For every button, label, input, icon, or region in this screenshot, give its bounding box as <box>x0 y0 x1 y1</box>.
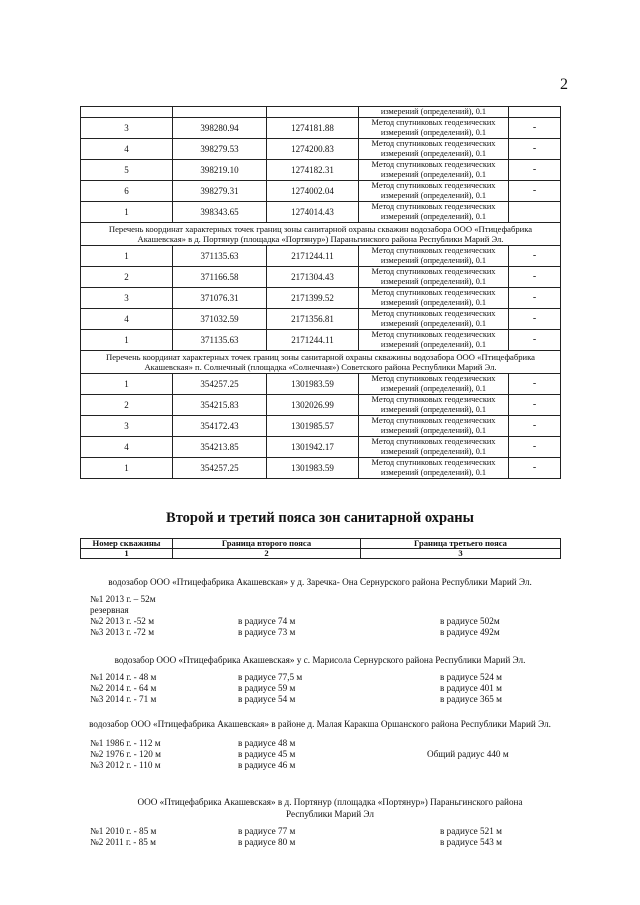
method-cell: Метод спутниковых геодезических измерений (определений), 0.1 <box>359 436 509 457</box>
second-belt-value: в радиусе 59 м <box>238 683 296 693</box>
accuracy-cell: - <box>509 287 561 308</box>
point-number-cell: 3 <box>81 117 173 138</box>
table-caption-row <box>81 222 561 245</box>
section-title: Второй и третий пояса зон санитарной охраны <box>166 510 474 526</box>
y-coordinate-cell: 2171244.11 <box>267 245 359 266</box>
table-row <box>81 107 561 118</box>
table-row <box>81 159 561 180</box>
zone-header-table <box>80 538 561 559</box>
method-cell: Метод спутниковых геодезических измерений (определений), 0.1 <box>359 373 509 394</box>
well-label: №1 1986 г. - 112 м <box>90 738 161 748</box>
intake-title: водозабор ООО «Птицефабрика Акашевская» у с. Марисола Сернурского района Республики Марий Эл. <box>114 655 526 665</box>
table-row <box>81 329 561 350</box>
x-coordinate-cell: 354257.25 <box>173 457 267 478</box>
point-number-cell: 1 <box>81 201 173 222</box>
third-belt-value: в радиусе 492м <box>440 627 500 637</box>
table-caption: Перечень координат характерных точек границ зоны санитарной охраны скважин водозабора ООО «Птицефабрика Акашевская» в д. Портянур (площадка «Портянур») Параньгинского района Республики Марий Эл. <box>81 222 561 245</box>
table-caption: Перечень координат характерных точек границ зоны санитарной охраны скважины водозабора ООО «Птицефабрика Акашевская» п. Солнечный (площадка «Солнечная») Советского района Республики Марий Эл. <box>81 350 561 373</box>
point-number-cell: 1 <box>81 457 173 478</box>
x-coordinate-cell: 398219.10 <box>173 159 267 180</box>
well-label: №1 2013 г. – 52м <box>90 594 156 604</box>
well-label: резервная <box>90 605 129 615</box>
coordinates-table <box>80 106 561 479</box>
method-cell: Метод спутниковых геодезических измерений (определений), 0.1 <box>359 394 509 415</box>
third-belt-value: в радиусе 521 м <box>440 826 502 836</box>
accuracy-cell <box>509 201 561 222</box>
well-label: №3 2012 г. - 110 м <box>90 760 161 770</box>
accuracy-cell: - <box>509 245 561 266</box>
method-cell: Метод спутниковых геодезических измерений (определений), 0.1 <box>359 329 509 350</box>
well-label: №1 2014 г. - 48 м <box>90 672 157 682</box>
accuracy-cell: - <box>509 138 561 159</box>
page-number: 2 <box>560 76 568 93</box>
accuracy-cell: - <box>509 159 561 180</box>
second-belt-value: в радиусе 77,5 м <box>238 672 303 682</box>
y-coordinate-cell: 1274182.31 <box>267 159 359 180</box>
column-number-1: 1 <box>81 549 173 559</box>
second-belt-value: в радиусе 77 м <box>238 826 296 836</box>
accuracy-cell: - <box>509 436 561 457</box>
y-coordinate-cell: 2171399.52 <box>267 287 359 308</box>
accuracy-cell: - <box>509 394 561 415</box>
well-label: №2 2013 г. -52 м <box>90 616 155 626</box>
table-row <box>81 117 561 138</box>
method-cell: измерений (определений), 0.1 <box>359 107 509 118</box>
column-number-2: 2 <box>173 549 361 559</box>
x-coordinate-cell: 354213.85 <box>173 436 267 457</box>
table-row <box>81 245 561 266</box>
table-row <box>81 180 561 201</box>
y-coordinate-cell: 1274200.83 <box>267 138 359 159</box>
accuracy-cell: - <box>509 117 561 138</box>
table-row <box>81 308 561 329</box>
well-label: №3 2013 г. -72 м <box>90 627 155 637</box>
y-coordinate-cell: 1274181.88 <box>267 117 359 138</box>
accuracy-cell: - <box>509 457 561 478</box>
table-caption-row <box>81 350 561 373</box>
header-well-number: Номер скважины <box>81 539 173 549</box>
x-coordinate-cell: 354172.43 <box>173 415 267 436</box>
well-label: №3 2014 г. - 71 м <box>90 694 157 704</box>
method-cell: Метод спутниковых геодезических измерений (определений), 0.1 <box>359 138 509 159</box>
method-cell: Метод спутниковых геодезических измерений (определений), 0.1 <box>359 266 509 287</box>
third-belt-value: в радиусе 543 м <box>440 837 502 847</box>
x-coordinate-cell: 398279.31 <box>173 180 267 201</box>
x-coordinate-cell: 354215.83 <box>173 394 267 415</box>
point-number-cell: 1 <box>81 373 173 394</box>
x-coordinate-cell: 371076.31 <box>173 287 267 308</box>
x-coordinate-cell: 371135.63 <box>173 329 267 350</box>
y-coordinate-cell: 2171356.81 <box>267 308 359 329</box>
x-coordinate-cell: 398279.53 <box>173 138 267 159</box>
table-row <box>81 287 561 308</box>
well-label: №2 2011 г. - 85 м <box>90 837 156 847</box>
second-belt-value: в радиусе 46 м <box>238 760 296 770</box>
table-row <box>81 436 561 457</box>
table-row <box>81 394 561 415</box>
accuracy-cell: - <box>509 329 561 350</box>
point-number-cell: 6 <box>81 180 173 201</box>
y-coordinate-cell: 2171304.43 <box>267 266 359 287</box>
accuracy-cell: - <box>509 180 561 201</box>
table-row <box>81 373 561 394</box>
point-number-cell: 1 <box>81 329 173 350</box>
point-number-cell: 2 <box>81 394 173 415</box>
method-cell: Метод спутниковых геодезических измерений (определений), 0.1 <box>359 245 509 266</box>
point-number-cell: 2 <box>81 266 173 287</box>
method-cell: Метод спутниковых геодезических измерений (определений), 0.1 <box>359 457 509 478</box>
y-coordinate-cell: 1274014.43 <box>267 201 359 222</box>
method-cell: Метод спутниковых геодезических измерений (определений), 0.1 <box>359 308 509 329</box>
intake-title: водозабор ООО «Птицефабрика Акашевская» в районе д. Малая Каракша Оршанского района Республики Марий Эл. <box>89 719 551 729</box>
y-coordinate-cell: 1301983.59 <box>267 373 359 394</box>
y-coordinate-cell: 2171244.11 <box>267 329 359 350</box>
y-coordinate-cell: 1301942.17 <box>267 436 359 457</box>
table-row <box>81 415 561 436</box>
second-belt-value: в радиусе 73 м <box>238 627 296 637</box>
third-belt-value: в радиусе 365 м <box>440 694 502 704</box>
method-cell: Метод спутниковых геодезических измерений (определений), 0.1 <box>359 287 509 308</box>
x-coordinate-cell: 354257.25 <box>173 373 267 394</box>
second-belt-value: в радиусе 48 м <box>238 738 296 748</box>
y-coordinate-cell: 1301985.57 <box>267 415 359 436</box>
y-coordinate-cell: 1274002.04 <box>267 180 359 201</box>
point-number-cell: 4 <box>81 308 173 329</box>
third-belt-value: в радиусе 401 м <box>440 683 502 693</box>
third-belt-value: Общий радиус 440 м <box>427 749 509 759</box>
point-number-cell: 1 <box>81 245 173 266</box>
method-cell: Метод спутниковых геодезических измерений (определений), 0.1 <box>359 201 509 222</box>
well-label: №2 1976 г. - 120 м <box>90 749 161 759</box>
table-row <box>81 266 561 287</box>
point-number-cell: 5 <box>81 159 173 180</box>
x-coordinate-cell: 371032.59 <box>173 308 267 329</box>
table-row <box>81 201 561 222</box>
point-number-cell: 4 <box>81 436 173 457</box>
accuracy-cell: - <box>509 266 561 287</box>
method-cell: Метод спутниковых геодезических измерений (определений), 0.1 <box>359 415 509 436</box>
second-belt-value: в радиусе 54 м <box>238 694 296 704</box>
x-coordinate-cell: 398343.65 <box>173 201 267 222</box>
point-number-cell: 3 <box>81 287 173 308</box>
x-coordinate-cell: 371135.63 <box>173 245 267 266</box>
y-coordinate-cell: 1301983.59 <box>267 457 359 478</box>
column-number-3: 3 <box>361 549 561 559</box>
third-belt-value: в радиусе 502м <box>440 616 500 626</box>
y-coordinate-cell: 1302026.99 <box>267 394 359 415</box>
well-label: №2 2014 г. - 64 м <box>90 683 157 693</box>
third-belt-value: в радиусе 524 м <box>440 672 502 682</box>
intake-title: ООО «Птицефабрика Акашевская» в д. Портянур (площадка «Портянур») Параньгинского района Республики Марий Эл <box>137 797 523 819</box>
x-coordinate-cell: 371166.58 <box>173 266 267 287</box>
table-row <box>81 138 561 159</box>
point-number-cell: 3 <box>81 415 173 436</box>
second-belt-value: в радиусе 45 м <box>238 749 296 759</box>
x-coordinate-cell: 398280.94 <box>173 117 267 138</box>
method-cell: Метод спутниковых геодезических измерений (определений), 0.1 <box>359 117 509 138</box>
accuracy-cell: - <box>509 308 561 329</box>
accuracy-cell: - <box>509 415 561 436</box>
header-second-belt: Граница второго пояса <box>173 539 361 549</box>
well-label: №1 2010 г. - 85 м <box>90 826 157 836</box>
method-cell: Метод спутниковых геодезических измерений (определений), 0.1 <box>359 159 509 180</box>
header-third-belt: Граница третьего пояса <box>361 539 561 549</box>
second-belt-value: в радиусе 80 м <box>238 837 296 847</box>
point-number-cell: 4 <box>81 138 173 159</box>
intake-title: водозабор ООО «Птицефабрика Акашевская» у д. Заречка- Она Сернурского района Республики Марий Эл. <box>108 577 532 587</box>
accuracy-cell: - <box>509 373 561 394</box>
second-belt-value: в радиусе 74 м <box>238 616 296 626</box>
method-cell: Метод спутниковых геодезических измерений (определений), 0.1 <box>359 180 509 201</box>
table-row <box>81 457 561 478</box>
